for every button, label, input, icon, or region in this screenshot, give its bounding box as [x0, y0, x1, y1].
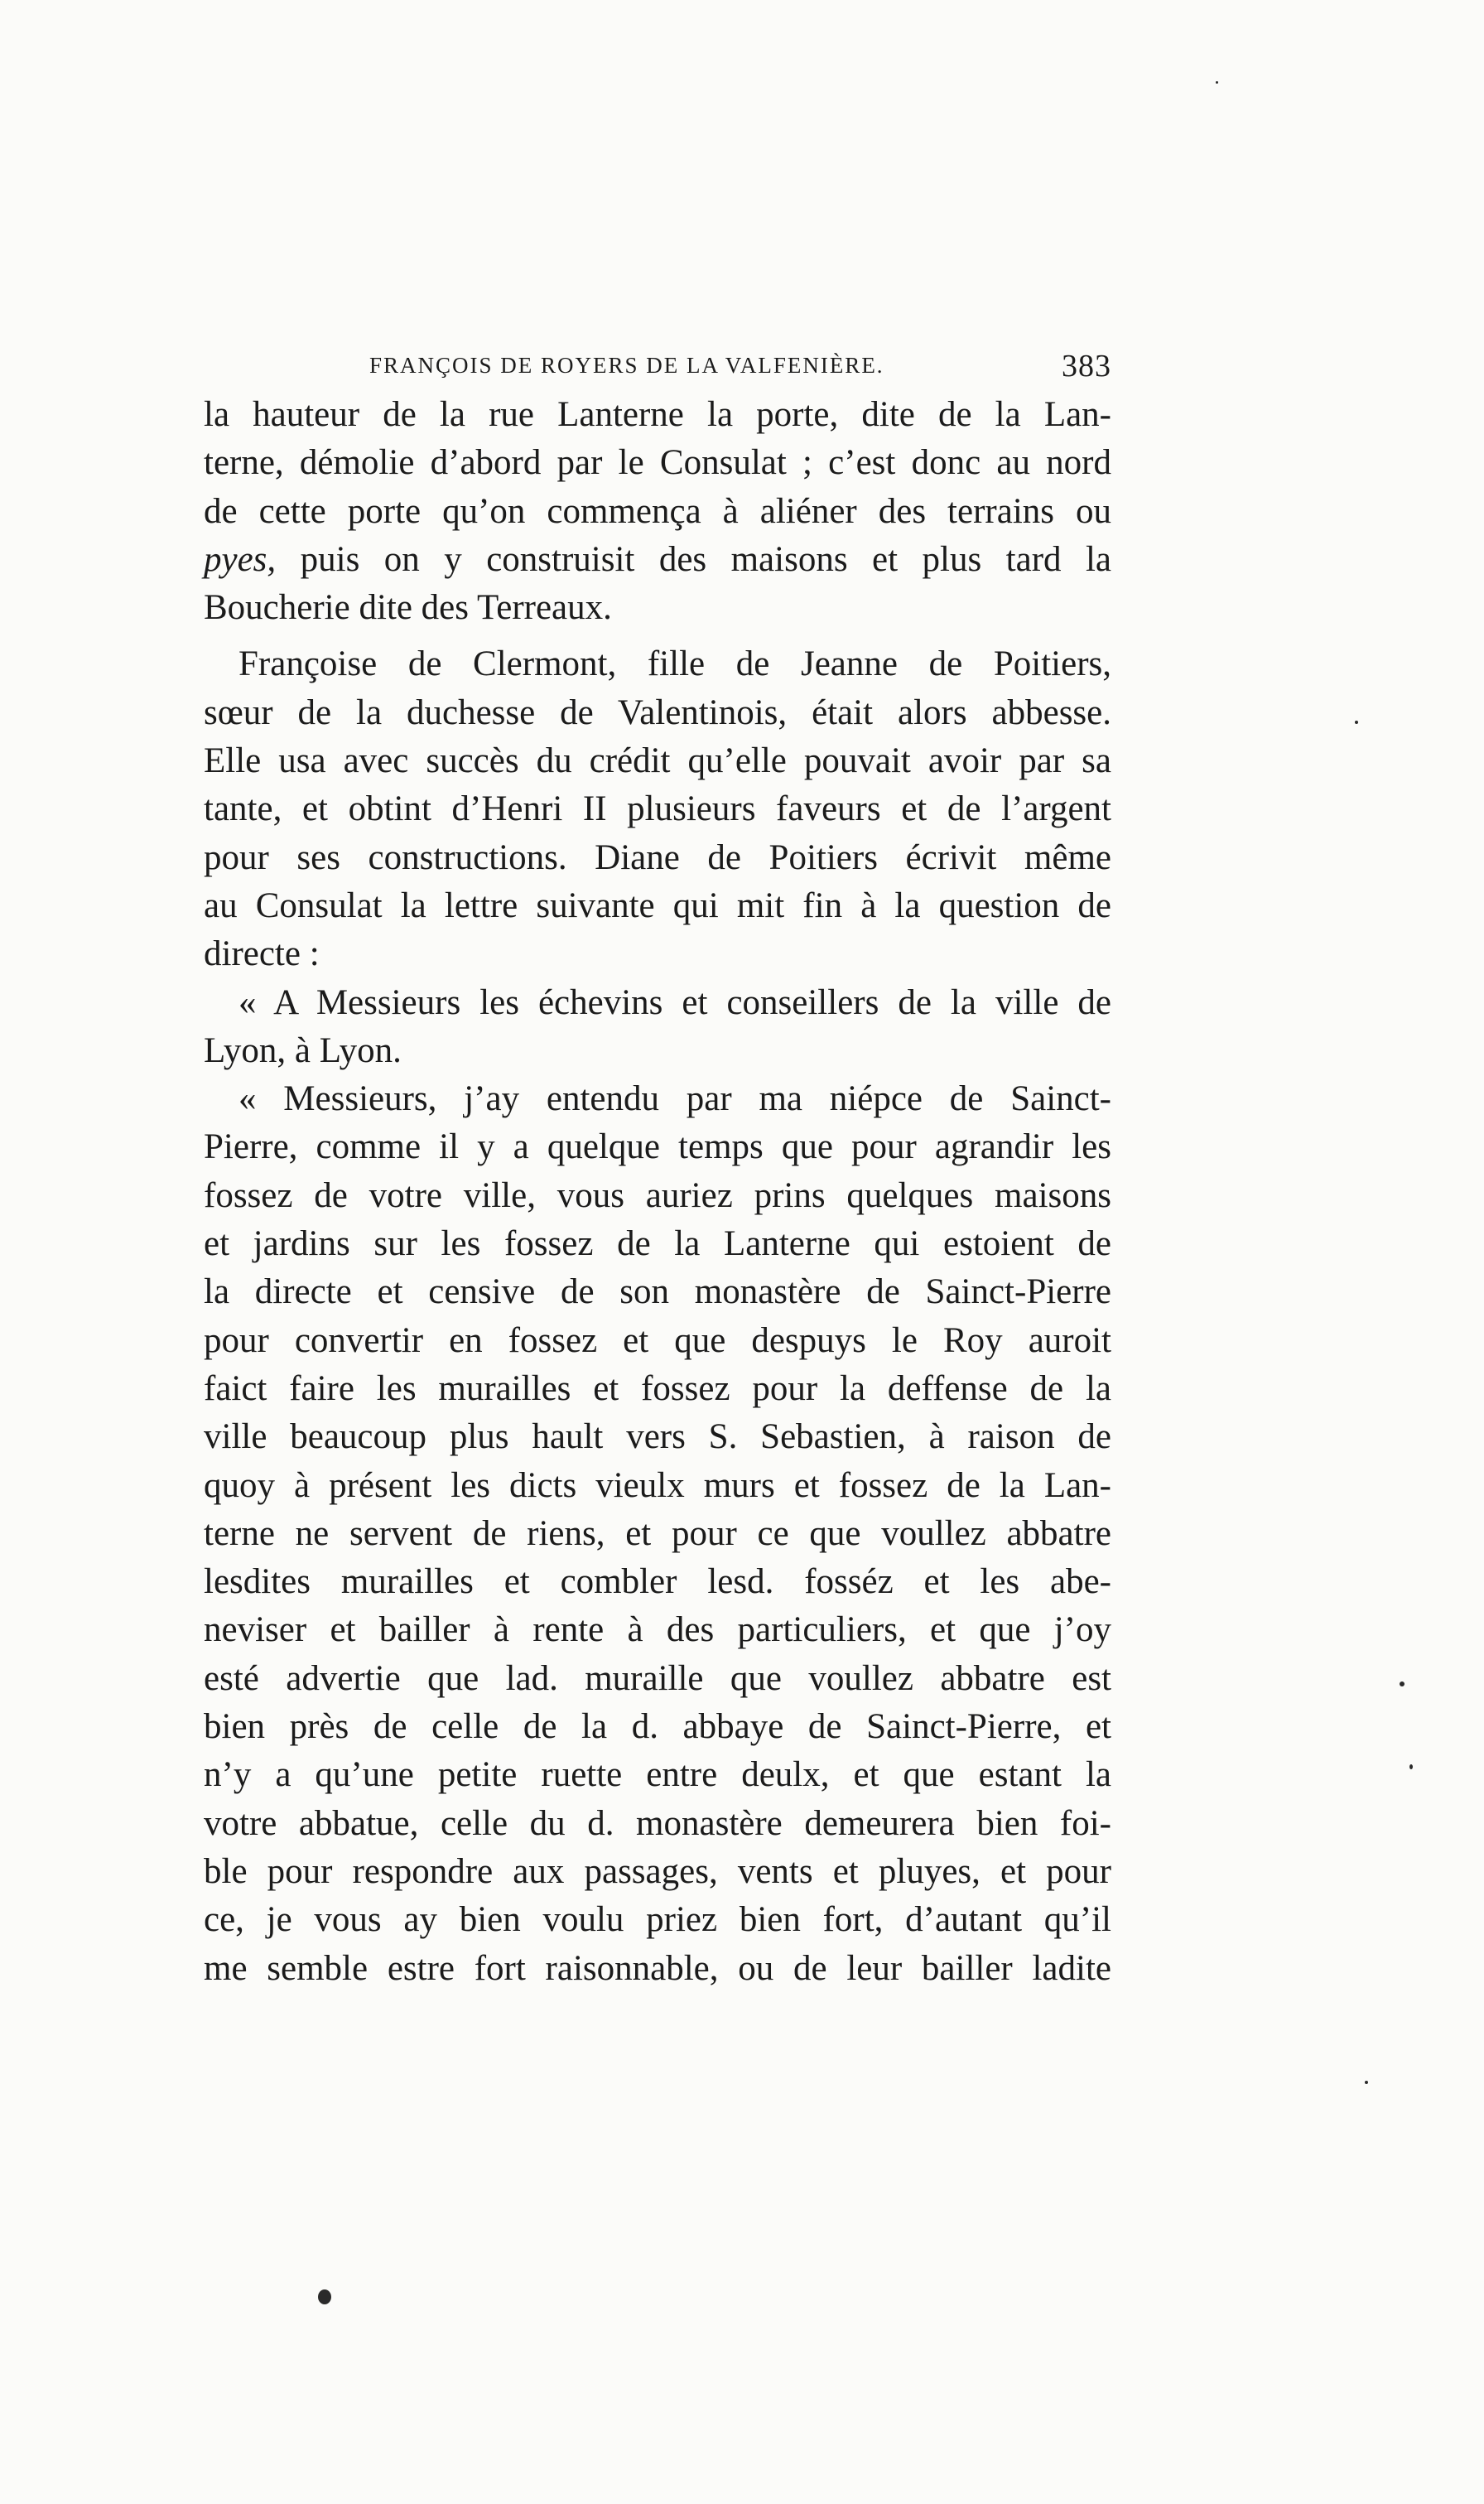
text-line: la hauteur de la rue Lanterne la porte, dite de la Lan-	[204, 395, 1111, 434]
text-line: Boucherie dite des Terreaux.	[204, 588, 612, 628]
italic-term: pyes,	[204, 539, 277, 579]
text-line: tante, et obtint d’Henri II plusieurs faveurs et de l’argent	[204, 789, 1111, 829]
text-line: fossez de votre ville, vous auriez prins quelques maisons	[204, 1175, 1111, 1215]
text-line: pour convertir en fossez et que despuys le Roy auroit	[204, 1320, 1111, 1360]
text-line: sœur de la duchesse de Valentinois, était alors abbesse.	[204, 692, 1111, 732]
text-line-with-italic	[204, 536, 1111, 584]
ink-speck	[1355, 721, 1358, 724]
text-line: ville beaucoup plus hault vers S. Sebastien, à raison de	[204, 1417, 1111, 1457]
text-line: Pierre, comme il y a quelque temps que pour agrandir les	[204, 1127, 1111, 1167]
ink-speck	[1365, 2081, 1368, 2084]
ink-speck	[1409, 1764, 1413, 1769]
running-title: FRANÇOIS DE ROYERS DE LA VALFENIÈRE.	[369, 353, 884, 378]
text-line: Lyon, à Lyon.	[204, 1030, 402, 1070]
text-line: la directe et censive de son monastère de Sainct-Pierre	[204, 1272, 1111, 1312]
page-header	[204, 348, 1111, 389]
ink-speck	[1400, 1681, 1404, 1686]
text-line: ble pour respondre aux passages, vents et pluyes, et pour	[204, 1851, 1111, 1891]
text-line: Françoise de Clermont, fille de Jeanne de Poitiers,	[238, 644, 1111, 684]
text-line: bien près de celle de la d. abbaye de Sainct-Pierre, et	[204, 1707, 1111, 1747]
text-line: neviser et bailler à rente à des particuliers, et que j’oy	[204, 1610, 1111, 1650]
page-number: 383	[1062, 349, 1111, 384]
text-line: pour ses constructions. Diane de Poitiers écrivit même	[204, 837, 1111, 877]
text-line: n’y a qu’une petite ruette entre deulx, et que estant la	[204, 1755, 1111, 1795]
text-line: ce, je vous ay bien voulu priez bien fort, d’autant qu’il	[204, 1900, 1111, 1940]
text-line: « Messieurs, j’ay entendu par ma niépce de Sainct-	[238, 1079, 1111, 1119]
text-line: terne ne servent de riens, et pour ce que voullez abbatre	[204, 1513, 1111, 1553]
text-line: votre abbatue, celle du d. monastère demeurera bien foi-	[204, 1803, 1111, 1843]
text-line: et jardins sur les fossez de la Lanterne qui estoient de	[204, 1224, 1111, 1264]
text-line: au Consulat la lettre suivante qui mit fin à la question de	[204, 885, 1111, 925]
text-line: de cette porte qu’on commença à aliéner des terrains ou	[204, 491, 1111, 531]
ink-speck	[318, 2289, 331, 2304]
text-line: lesdites murailles et combler lesd. fosséz et les abe-	[204, 1562, 1111, 1602]
text-line: terne, démolie d’abord par le Consulat ; c’est donc au nord	[204, 443, 1111, 483]
text-line: quoy à présent les dicts vieulx murs et fossez de la Lan-	[204, 1465, 1111, 1505]
text-line: directe :	[204, 934, 320, 974]
text-line: « A Messieurs les échevins et conseillers de la ville de	[238, 982, 1111, 1022]
ink-speck	[1216, 81, 1218, 84]
text-line: me semble estre fort raisonnable, ou de leur bailler ladite	[204, 1948, 1111, 1988]
text-line: esté advertie que lad. muraille que voullez abbatre est	[204, 1658, 1111, 1698]
text-fragment: puis on y construisit des maisons et plus tard la	[300, 539, 1112, 579]
body-text	[204, 391, 1111, 1993]
text-line: Elle usa avec succès du crédit qu’elle pouvait avoir par sa	[204, 741, 1111, 781]
text-line: faict faire les murailles et fossez pour la deffense de la	[204, 1368, 1111, 1408]
